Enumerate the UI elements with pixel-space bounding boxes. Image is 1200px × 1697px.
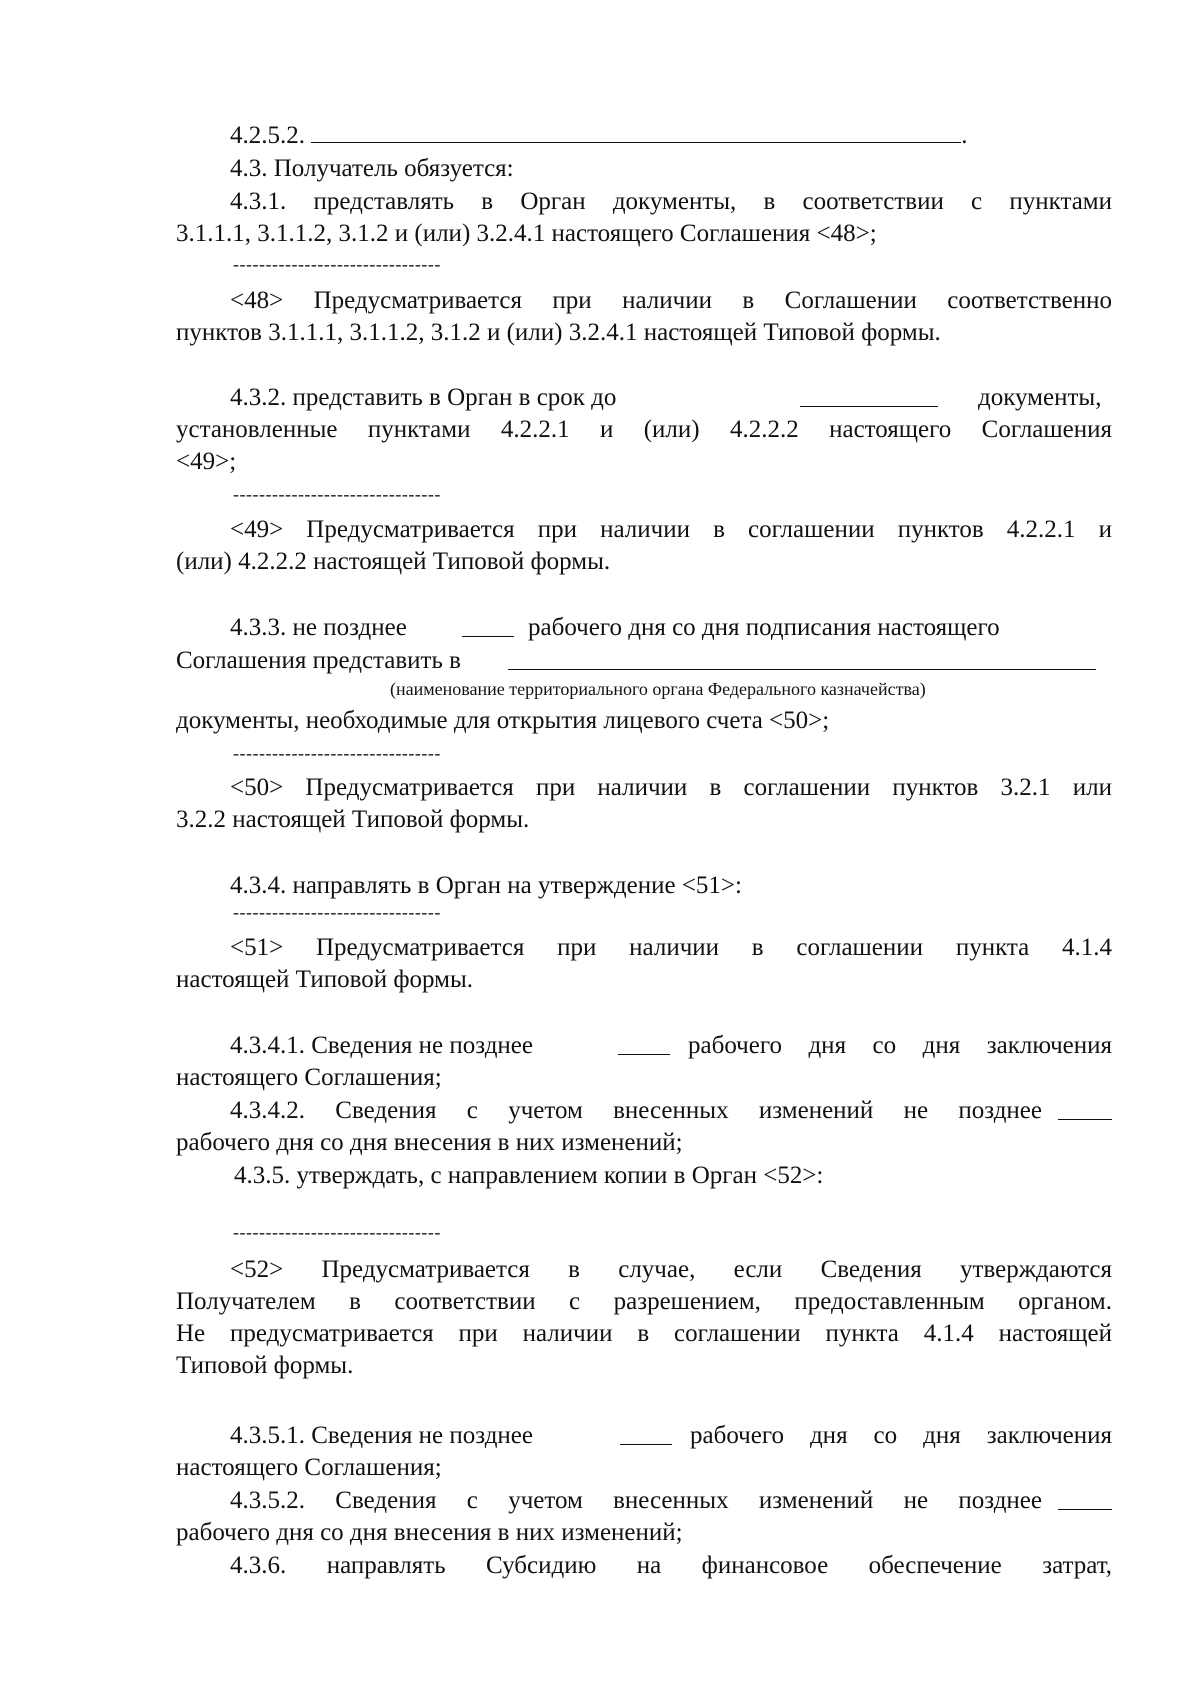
footnote-50-line2: 3.2.2 настоящей Типовой формы. bbox=[176, 806, 530, 833]
footnote-52-line4: Типовой формы. bbox=[176, 1352, 354, 1379]
clause-4-3-heading: 4.3. Получатель обязуется: bbox=[230, 155, 514, 182]
clause-4-3-1-line2: 3.1.1.1, 3.1.1.2, 3.1.2 и (или) 3.2.4.1 настоящего Соглашения <48>; bbox=[176, 220, 877, 247]
period: . bbox=[961, 122, 968, 149]
clause-4-3-4-1-line2: настоящего Соглашения; bbox=[176, 1064, 442, 1091]
blank-field-days bbox=[462, 616, 514, 637]
clause-4-3-3-line2: Соглашения представить в bbox=[176, 647, 461, 674]
clause-4-3-4-1-line1b: рабочего дня со дня заключения bbox=[688, 1032, 1112, 1059]
clause-text: 4.3.2. представить в Орган в срок до bbox=[230, 384, 617, 411]
clause-4-3-6: 4.3.6. направлять Субсидию на финансовое обеспечение затрат, bbox=[230, 1552, 1112, 1579]
footnote-52-line2: Получателем в соответствии с разрешением, предоставленным органом. bbox=[176, 1288, 1112, 1315]
clause-4-3-2-line2: установленные пунктами 4.2.2.1 и (или) 4.2.2.2 настоящего Соглашения bbox=[176, 416, 1112, 443]
blank-field-treasury bbox=[508, 649, 1096, 670]
footnote-51-line2: настоящей Типовой формы. bbox=[176, 966, 474, 993]
footnote-49-line2: (или) 4.2.2.2 настоящей Типовой формы. bbox=[176, 548, 611, 575]
blank-field bbox=[311, 122, 961, 143]
clause-4-3-2-line1a bbox=[230, 382, 616, 414]
clause-4-3-4-2-line1: 4.3.4.2. Сведения с учетом внесенных изменений не позднее bbox=[230, 1097, 1042, 1124]
clause-4-3-3-line1a: 4.3.3. не позднее bbox=[230, 614, 407, 641]
footnote-separator: -------------------------------- bbox=[233, 254, 441, 274]
footnote-separator: -------------------------------- bbox=[233, 902, 441, 922]
footnote-separator: -------------------------------- bbox=[233, 1222, 441, 1242]
footnote-48-line1: <48> Предусматривается при наличии в Соглашении соответственно bbox=[230, 287, 1112, 314]
clause-4-3-5: 4.3.5. утверждать, с направлением копии в Орган <52>: bbox=[234, 1162, 824, 1189]
clause-4-3-2-line3: <49>; bbox=[176, 448, 237, 475]
clause-4-3-1-line1: 4.3.1. представлять в Орган документы, в соответствии с пунктами bbox=[230, 188, 1112, 215]
footnote-52-line3: Не предусматривается при наличии в соглашении пункта 4.1.4 настоящей bbox=[176, 1320, 1112, 1347]
footnote-49-line1: <49> Предусматривается при наличии в соглашении пунктов 4.2.2.1 и bbox=[230, 516, 1112, 543]
blank-field-days bbox=[618, 1034, 670, 1055]
clause-4-3-5-1-line1a: 4.3.5.1. Сведения не позднее bbox=[230, 1422, 533, 1449]
clause-number: 4.2.5.2. bbox=[230, 122, 305, 149]
field-caption-treasury: (наименование территориального органа Федерального казначейства) bbox=[390, 679, 926, 699]
clause-4-3-5-2-line2: рабочего дня со дня внесения в них изменений; bbox=[176, 1519, 683, 1546]
footnote-separator: -------------------------------- bbox=[233, 743, 441, 763]
clause-4-3-4-2-line2: рабочего дня со дня внесения в них изменений; bbox=[176, 1129, 683, 1156]
blank-field-deadline bbox=[800, 386, 938, 407]
footnote-50-line1: <50> Предусматривается при наличии в соглашении пунктов 3.2.1 или bbox=[230, 774, 1112, 801]
footnote-separator: -------------------------------- bbox=[233, 484, 441, 504]
clause-4-2-5-2 bbox=[230, 120, 968, 152]
footnote-48-line2: пунктов 3.1.1.1, 3.1.1.2, 3.1.2 и (или) 3.2.4.1 настоящей Типовой формы. bbox=[176, 319, 941, 346]
footnote-52-line1: <52> Предусматривается в случае, если Сведения утверждаются bbox=[230, 1256, 1112, 1283]
clause-4-3-5-2-line1: 4.3.5.2. Сведения с учетом внесенных изменений не позднее bbox=[230, 1487, 1042, 1514]
blank-field-days bbox=[1058, 1099, 1112, 1120]
clause-4-3-5-1-line2: настоящего Соглашения; bbox=[176, 1454, 442, 1481]
blank-field-days bbox=[620, 1424, 672, 1445]
clause-4-3-3-line1b: рабочего дня со дня подписания настоящего bbox=[528, 614, 1000, 641]
clause-4-3-5-1-line1b: рабочего дня со дня заключения bbox=[690, 1422, 1112, 1449]
clause-4-3-4: 4.3.4. направлять в Орган на утверждение <51>: bbox=[230, 872, 742, 899]
clause-4-3-2-line1b: документы, bbox=[978, 384, 1102, 411]
clause-4-3-4-1-line1a: 4.3.4.1. Сведения не позднее bbox=[230, 1032, 533, 1059]
blank-field-days bbox=[1058, 1489, 1112, 1510]
clause-4-3-3-line3: документы, необходимые для открытия лицевого счета <50>; bbox=[176, 707, 830, 734]
footnote-51-line1: <51> Предусматривается при наличии в соглашении пункта 4.1.4 bbox=[230, 934, 1112, 961]
